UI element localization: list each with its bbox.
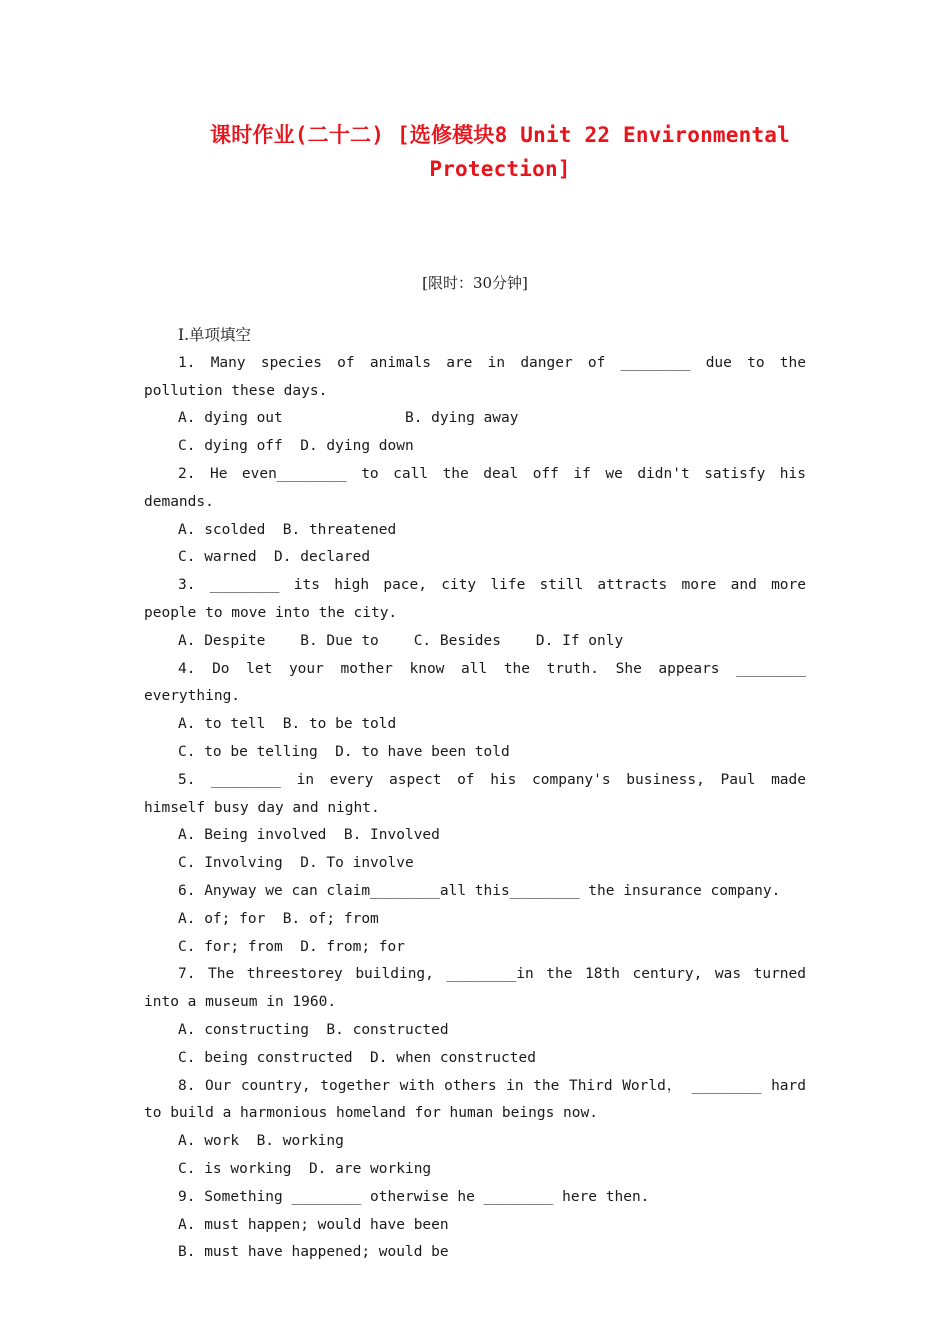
title-line-1: 课时作业(二十二) [选修模块8 Unit 22 Environmental: [210, 123, 790, 147]
question-4-options-row-1: A. to tell B. to be told: [178, 716, 397, 733]
question-2-options-row-2: C. warned D. declared: [178, 549, 371, 566]
question-8-options-row-2: C. is working D. are working: [178, 1160, 432, 1177]
question-7-options-row-2: C. being constructed D. when constructed: [178, 1049, 536, 1066]
question-7-options-row-1: A. constructing B. constructed: [178, 1021, 449, 1038]
question-9: 9. Something ________ otherwise he ________ here then.: [178, 1188, 650, 1205]
question-6: 6. Anyway we can claim________all this________ the insurance company.: [178, 882, 781, 899]
question-5-options-row-1: A. Being involved B. Involved: [178, 827, 440, 844]
document-title: [200, 118, 800, 186]
question-9-options-row-1: A. must happen; would have been: [178, 1216, 449, 1233]
title-line-2: Protection]: [429, 157, 571, 181]
question-7: 7. The threestorey building, ________in the 18th century, was turned into a museum in 1960.: [144, 966, 806, 1011]
question-1-options-row-1: A. dying out B. dying away: [178, 410, 519, 427]
question-2: 2. He even________ to call the deal off if we didn't satisfy his demands.: [144, 465, 806, 510]
question-6-options-row-2: C. for; from D. from; for: [178, 938, 405, 955]
question-5: 5. ________ in every aspect of his company's business, Paul made himself busy day and night.: [144, 771, 806, 816]
question-3-options-row-1: A. Despite B. Due to C. Besides D. If only: [178, 632, 624, 649]
question-2-options-row-1: A. scolded B. threatened: [178, 521, 397, 538]
question-6-options-row-1: A. of; for B. of; from: [178, 910, 379, 927]
question-3: 3. ________ its high pace, city life still attracts more and more people to move into the city.: [144, 577, 806, 621]
question-1: 1. Many species of animals are in danger of ________ due to the pollution these days.: [144, 354, 806, 399]
question-5-options-row-2: C. Involving D. To involve: [178, 855, 414, 872]
question-4-options-row-2: C. to be telling D. to have been told: [178, 743, 510, 760]
exercise-content: [144, 322, 806, 1267]
question-1-options-row-2: C. dying off D. dying down: [178, 438, 414, 455]
time-limit: [限时：30分钟]: [422, 274, 528, 292]
question-8-options-row-1: A. work B. working: [178, 1133, 344, 1150]
question-4: 4. Do let your mother know all the truth. She appears ________ everything.: [144, 660, 806, 705]
section-heading: Ⅰ.单项填空: [178, 326, 252, 344]
question-8: 8. Our country, together with others in the Third World， ________ hard to build a harmonious homeland for human beings now.: [144, 1077, 806, 1122]
question-9-options-row-2: B. must have happened; would be: [178, 1244, 449, 1261]
